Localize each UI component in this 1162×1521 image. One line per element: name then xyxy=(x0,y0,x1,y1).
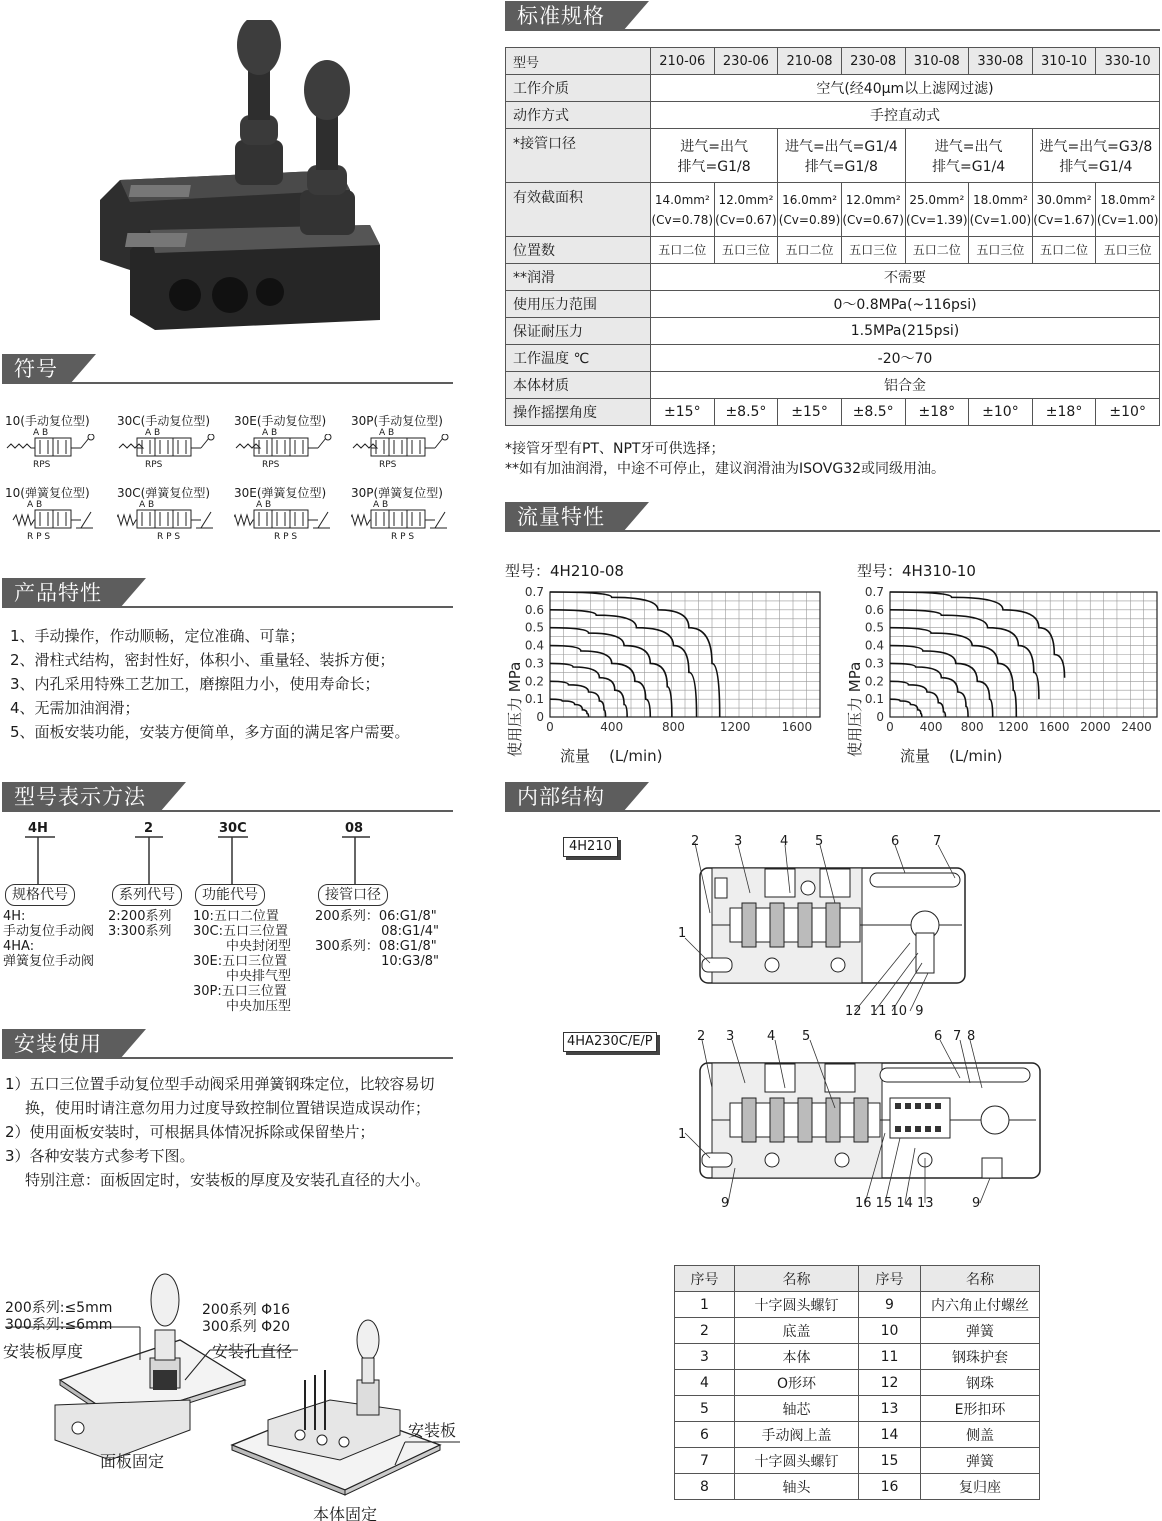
part-name: 底盖 xyxy=(735,1318,859,1344)
install-item: 2）使用面板安装时，可根据具体情况拆除或保留垫片； xyxy=(5,1123,375,1141)
part-name: 手动阀上盖 xyxy=(735,1422,859,1448)
port-label-rps: RPS xyxy=(379,460,397,470)
spec-row-temp xyxy=(506,345,1160,372)
port-label-ab: A B xyxy=(373,500,389,510)
spec-angle: ±18° xyxy=(1032,399,1096,426)
part-number: 8 xyxy=(675,1474,735,1500)
spec-angle: ±10° xyxy=(969,399,1033,426)
callout: 3 xyxy=(726,1029,735,1044)
section-flow-title: 流量特性 xyxy=(505,502,623,532)
valve-symbol-caption: 30E(手动复位型) xyxy=(234,414,327,428)
parts-header: 名称 xyxy=(921,1266,1040,1292)
area-value: 16.0mm² xyxy=(782,192,838,207)
install-list xyxy=(5,1072,450,1192)
spec-position: 五口二位 xyxy=(651,237,715,264)
section-symbol-title: 符号 xyxy=(2,354,70,384)
spec-area xyxy=(1096,183,1160,237)
port-label-ab: A B xyxy=(379,428,395,438)
port-label-ab: A B xyxy=(256,500,272,510)
x-tick-label: 1600 xyxy=(781,720,813,734)
spec-row-action xyxy=(506,102,1160,129)
x-tick-label: 400 xyxy=(919,720,943,734)
y-tick-label: 0.1 xyxy=(864,692,884,707)
cv-value: (Cv=0.67) xyxy=(842,212,904,227)
spec-position: 五口三位 xyxy=(714,237,778,264)
spec-row-area xyxy=(506,183,1160,237)
spec-value: 空气(经40μm以上滤网过滤) xyxy=(651,75,1160,102)
valve-symbol-caption: 30P(手动复位型) xyxy=(351,414,443,428)
spec-notes xyxy=(505,439,945,479)
y-tick-label: 0.2 xyxy=(864,674,884,689)
area-value: 12.0mm² xyxy=(718,192,774,207)
port-out: 排气=G1/8 xyxy=(677,158,751,175)
section-internal xyxy=(505,782,1160,812)
port-out: 排气=G1/4 xyxy=(1059,158,1133,175)
spec-area xyxy=(1032,183,1096,237)
y-axis-label: 使用压力 MPa xyxy=(506,661,524,757)
part-number: 2 xyxy=(675,1318,735,1344)
callout: 8 xyxy=(967,1029,976,1044)
callout: 4 xyxy=(780,834,789,849)
x-tick-label: 1600 xyxy=(1039,720,1070,734)
x-tick-label: 800 xyxy=(661,720,685,734)
code-port: 08 xyxy=(345,821,364,836)
feature-item: 3、内孔采用特殊工艺加工，磨擦阻力小，使用寿命长； xyxy=(10,675,380,693)
port-label-ab: A B xyxy=(139,500,155,510)
chart1-title: 型号：4H210-08 xyxy=(505,562,624,580)
part-number: 12 xyxy=(859,1370,921,1396)
section-features xyxy=(2,578,453,608)
flow-curve xyxy=(890,592,1065,678)
install-item: 3）各种安装方式参考下图。 xyxy=(5,1147,195,1165)
y-tick-label: 0.6 xyxy=(864,602,884,617)
feature-item: 5、面板安装功能，安装方便简单，多方面的满足客户需要。 xyxy=(10,723,410,741)
part-name: 十字圆头螺钉 xyxy=(735,1292,859,1318)
port-label-rps: R P S xyxy=(274,532,298,542)
part-number: 3 xyxy=(675,1344,735,1370)
x-tick-label: 2400 xyxy=(1121,720,1152,734)
parts-header: 序号 xyxy=(859,1266,921,1292)
spec-row-port xyxy=(506,129,1160,183)
box-port: 接管口径 xyxy=(318,884,388,906)
valve-symbol xyxy=(117,484,211,542)
x-tick-label: 1200 xyxy=(719,720,751,734)
features-list xyxy=(10,624,410,744)
model-code-col4: 200系列：06:G1/8" 08:G1/4" 300系列：08:G1/8" 10:G3/8" xyxy=(315,909,440,969)
thickness-label: 安装板厚度 xyxy=(3,1342,84,1361)
spec-model: 230-06 xyxy=(714,48,778,75)
spec-row-angle xyxy=(506,399,1160,426)
valve-symbol-caption: 30P(弹簧复位型) xyxy=(351,486,443,500)
port-in: 进气=出气 xyxy=(680,138,748,155)
y-tick-label: 0.4 xyxy=(524,638,544,653)
spec-note: **如有加油润滑，中途不可停止，建议润滑油为ISOVG32或同级用油。 xyxy=(505,461,946,477)
feature-item: 4、无需加油润滑； xyxy=(10,699,140,717)
valve-symbol-graphic xyxy=(351,506,456,534)
hole-200: 200系列 Φ16 xyxy=(202,1302,291,1318)
part-number: 4 xyxy=(675,1370,735,1396)
section-install-title: 安装使用 xyxy=(2,1029,120,1059)
y-tick-label: 0.3 xyxy=(864,656,884,671)
spec-area xyxy=(841,183,905,237)
section-model-code xyxy=(2,782,453,812)
code-spec: 4H xyxy=(28,821,48,836)
spec-port xyxy=(778,129,905,183)
parts-header: 序号 xyxy=(675,1266,735,1292)
area-value: 30.0mm² xyxy=(1036,192,1092,207)
product-photo xyxy=(90,20,390,340)
part-number: 7 xyxy=(675,1448,735,1474)
valve-symbol-graphic xyxy=(351,434,456,462)
valve-symbol xyxy=(5,412,90,470)
spec-value: -20～70 xyxy=(651,345,1160,372)
y-tick-label: 0.1 xyxy=(524,692,544,707)
spec-position: 五口二位 xyxy=(905,237,969,264)
port-label-ab: A B xyxy=(33,428,49,438)
parts-row xyxy=(675,1448,1040,1474)
valve-symbol-caption: 30C(弹簧复位型) xyxy=(117,486,211,500)
x-axis-label: 流量 (L/min) xyxy=(560,747,663,763)
parts-table xyxy=(674,1265,1040,1500)
spec-label: 保证耐压力 xyxy=(506,318,651,345)
box-function: 功能代号 xyxy=(195,884,265,906)
port-label-rps: R P S xyxy=(27,532,51,542)
hole-label: 安装孔直径 xyxy=(212,1342,293,1361)
part-number: 15 xyxy=(859,1448,921,1474)
section-symbol xyxy=(2,354,453,384)
spec-position: 五口三位 xyxy=(1096,237,1160,264)
spec-row-medium xyxy=(506,75,1160,102)
callout: 6 xyxy=(891,834,900,849)
port-label-rps: R P S xyxy=(391,532,415,542)
spec-label: 有效截面积 xyxy=(506,183,651,237)
spec-row-material xyxy=(506,372,1160,399)
section-internal-title: 内部结构 xyxy=(505,782,623,812)
part-number: 16 xyxy=(859,1474,921,1500)
spec-label: 动作方式 xyxy=(506,102,651,129)
x-tick-label: 2000 xyxy=(1080,720,1111,734)
cv-value: (Cv=1.00) xyxy=(969,212,1032,227)
valve-symbol-graphic xyxy=(5,506,110,534)
valve-symbol xyxy=(117,412,211,470)
y-axis-label: 使用压力 MPa xyxy=(846,661,864,757)
spec-angle: ±15° xyxy=(651,399,715,426)
parts-row xyxy=(675,1396,1040,1422)
callout: 3 xyxy=(734,834,743,849)
part-name: E形扣环 xyxy=(921,1396,1040,1422)
spec-label: *接管口径 xyxy=(506,129,651,183)
section-model-code-title: 型号表示方法 xyxy=(2,782,160,812)
callout: 1 xyxy=(678,1127,687,1142)
install-item: 特别注意：面板固定时，安装板的厚度及安装孔直径的大小。 xyxy=(25,1171,431,1189)
part-name: 十字圆头螺钉 xyxy=(735,1448,859,1474)
body-fix-caption: 本体固定 xyxy=(313,1505,378,1521)
spec-label: 本体材质 xyxy=(506,372,651,399)
parts-row xyxy=(675,1292,1040,1318)
spec-value: 0～0.8MPa(~116psi) xyxy=(651,291,1160,318)
section-drawing-2 xyxy=(670,1028,1050,1213)
part-name: 弹簧 xyxy=(921,1318,1040,1344)
y-tick-label: 0.5 xyxy=(864,620,884,635)
spec-value: 1.5MPa(215psi) xyxy=(651,318,1160,345)
callout-group: 16 15 14 13 xyxy=(855,1196,934,1211)
callout: 7 xyxy=(933,834,942,849)
spec-model: 310-10 xyxy=(1032,48,1096,75)
port-in: 进气=出气 xyxy=(934,138,1003,155)
cv-value: (Cv=0.89) xyxy=(778,212,841,227)
parts-header: 名称 xyxy=(735,1266,859,1292)
plate-label: 安装板 xyxy=(408,1421,457,1440)
part-name: 内六角止付螺丝 xyxy=(921,1292,1040,1318)
spec-model: 330-08 xyxy=(969,48,1033,75)
x-tick-label: 400 xyxy=(600,720,624,734)
model-code-col1: 4H: 手动复位手动阀 4HA: 弹簧复位手动阀 xyxy=(3,909,95,969)
spec-label: 工作介质 xyxy=(506,75,651,102)
port-label-ab: A B xyxy=(262,428,278,438)
part-name: 本体 xyxy=(735,1344,859,1370)
part-name: 复归座 xyxy=(921,1474,1040,1500)
part-name: O形环 xyxy=(735,1370,859,1396)
x-tick-label: 0 xyxy=(886,720,894,734)
part-number: 11 xyxy=(859,1344,921,1370)
spec-position: 五口二位 xyxy=(1032,237,1096,264)
cv-value: (Cv=1.00) xyxy=(1096,212,1159,227)
spec-model: 230-08 xyxy=(841,48,905,75)
spec-area xyxy=(905,183,969,237)
cv-value: (Cv=1.39) xyxy=(906,212,968,227)
spec-angle: ±10° xyxy=(1096,399,1160,426)
y-tick-label: 0 xyxy=(876,710,884,724)
part-name: 钢珠 xyxy=(921,1370,1040,1396)
callout-group: 12 11 10 9 xyxy=(845,1004,924,1019)
area-value: 14.0mm² xyxy=(654,192,710,207)
y-tick-label: 0.4 xyxy=(864,638,884,653)
callout: 7 xyxy=(953,1029,962,1044)
spec-label: 操作摇摆角度 xyxy=(506,399,651,426)
spec-area xyxy=(714,183,778,237)
chart2-title: 型号：4H310-10 xyxy=(857,562,976,580)
cv-value: (Cv=1.67) xyxy=(1033,212,1095,227)
spec-model: 210-06 xyxy=(651,48,715,75)
valve-symbol xyxy=(234,412,327,470)
section-spec-title: 标准规格 xyxy=(505,1,623,31)
callout: 9 xyxy=(972,1196,981,1211)
thickness-300: 300系列:≤6mm xyxy=(5,1317,113,1333)
part-number: 14 xyxy=(859,1422,921,1448)
part-number: 1 xyxy=(675,1292,735,1318)
spec-model: 330-10 xyxy=(1096,48,1160,75)
spec-angle: ±15° xyxy=(778,399,842,426)
port-out: 排气=G1/8 xyxy=(804,158,878,175)
model-tag-4ha230: 4HA230C/E/P xyxy=(563,1032,657,1052)
valve-symbol-caption: 10(弹簧复位型) xyxy=(5,486,90,500)
spec-label: **润滑 xyxy=(506,264,651,291)
part-name: 钢珠护套 xyxy=(921,1344,1040,1370)
box-spec: 规格代号 xyxy=(5,884,75,906)
spec-position: 五口三位 xyxy=(841,237,905,264)
valve-symbol-graphic xyxy=(117,506,222,534)
panel-fix-caption: 面板固定 xyxy=(100,1452,165,1471)
callout: 5 xyxy=(802,1029,811,1044)
spec-angle: ±18° xyxy=(905,399,969,426)
valve-symbol xyxy=(351,412,443,470)
spec-port xyxy=(651,129,778,183)
area-value: 18.0mm² xyxy=(972,192,1028,207)
port-label-ab: A B xyxy=(27,500,43,510)
part-name: 弹簧 xyxy=(921,1448,1040,1474)
hole-300: 300系列 Φ20 xyxy=(202,1319,291,1335)
part-number: 6 xyxy=(675,1422,735,1448)
code-series: 2 xyxy=(144,821,154,836)
model-code-col3: 10:五口二位置 30C:五口三位置 中央封闭型 30E:五口三位置 中央排气型 30P:五口三位置 中央加压型 xyxy=(193,909,292,1014)
spec-position: 五口二位 xyxy=(778,237,842,264)
y-tick-label: 0.7 xyxy=(524,585,544,599)
section-spec xyxy=(505,1,1160,31)
parts-row xyxy=(675,1370,1040,1396)
spec-angle: ±8.5° xyxy=(714,399,778,426)
spec-value: 不需要 xyxy=(651,264,1160,291)
part-number: 10 xyxy=(859,1318,921,1344)
valve-symbol-caption: 30E(弹簧复位型) xyxy=(234,486,327,500)
box-series: 系列代号 xyxy=(112,884,182,906)
port-out: 排气=G1/4 xyxy=(932,158,1006,175)
flow-chart-4h310 xyxy=(840,578,1162,763)
valve-symbol xyxy=(351,484,443,542)
spec-row-positions xyxy=(506,237,1160,264)
parts-row xyxy=(675,1474,1040,1500)
valve-symbol-graphic xyxy=(5,434,110,462)
port-label-rps: RPS xyxy=(145,460,163,470)
callout: 9 xyxy=(721,1196,730,1211)
x-axis-label: 流量 (L/min) xyxy=(900,747,1003,763)
part-name: 轴头 xyxy=(735,1474,859,1500)
part-name: 轴芯 xyxy=(735,1396,859,1422)
feature-item: 2、滑柱式结构，密封性好，体积小、重量轻、装拆方便； xyxy=(10,651,395,669)
valve-symbol-graphic xyxy=(234,506,339,534)
spec-row-pressure xyxy=(506,291,1160,318)
spec-area xyxy=(778,183,842,237)
spec-label: 使用压力范围 xyxy=(506,291,651,318)
y-tick-label: 0.3 xyxy=(524,656,544,671)
model-code-col2: 2:200系列 3:300系列 xyxy=(108,909,172,939)
parts-header-row xyxy=(675,1266,1040,1292)
port-in: 进气=出气=G1/4 xyxy=(784,138,898,155)
area-value: 12.0mm² xyxy=(845,192,901,207)
callout: 2 xyxy=(691,834,700,849)
spec-position: 五口三位 xyxy=(969,237,1033,264)
valve-symbol-caption: 30C(手动复位型) xyxy=(117,414,211,428)
spec-port xyxy=(905,129,1032,183)
x-tick-label: 800 xyxy=(960,720,984,734)
section-flow xyxy=(505,502,1160,532)
cv-value: (Cv=0.67) xyxy=(715,212,777,227)
code-function: 30C xyxy=(219,821,247,836)
model-tag-4h210: 4H210 xyxy=(563,837,618,857)
port-label-rps: R P S xyxy=(157,532,181,542)
install-item: 1）五口三位置手动复位型手动阀采用弹簧钢珠定位，比较容易切换，使用时请注意勿用力过度导致控制位置错误造成误动作； xyxy=(5,1075,435,1117)
port-label-rps: RPS xyxy=(262,460,280,470)
area-value: 25.0mm² xyxy=(909,192,965,207)
valve-symbol-graphic xyxy=(117,434,222,462)
valve-symbol-caption: 10(手动复位型) xyxy=(5,414,90,428)
valve-symbol-graphic xyxy=(234,434,339,462)
callout: 1 xyxy=(678,926,687,941)
spec-table xyxy=(505,47,1160,426)
callout: 4 xyxy=(767,1029,776,1044)
port-label-ab: A B xyxy=(145,428,161,438)
valve-symbol xyxy=(234,484,327,542)
port-label-rps: RPS xyxy=(33,460,51,470)
callout: 6 xyxy=(934,1029,943,1044)
spec-angle: ±8.5° xyxy=(841,399,905,426)
x-tick-label: 0 xyxy=(546,720,554,734)
spec-value: 铝合金 xyxy=(651,372,1160,399)
feature-item: 1、手动操作，作动顺畅，定位准确、可靠； xyxy=(10,627,305,645)
section-install xyxy=(2,1029,453,1059)
part-number: 5 xyxy=(675,1396,735,1422)
spec-note: *接管牙型有PT、NPT牙可供选择； xyxy=(505,441,725,457)
cv-value: (Cv=0.78) xyxy=(651,212,714,227)
spec-port xyxy=(1032,129,1159,183)
parts-row xyxy=(675,1344,1040,1370)
thickness-200: 200系列:≤5mm xyxy=(5,1300,113,1316)
y-tick-label: 0.5 xyxy=(524,620,544,635)
spec-model: 310-08 xyxy=(905,48,969,75)
callout: 5 xyxy=(815,834,824,849)
y-tick-label: 0.7 xyxy=(864,585,884,599)
spec-label: 型号 xyxy=(506,48,651,75)
part-number: 13 xyxy=(859,1396,921,1422)
spec-row-model xyxy=(506,48,1160,75)
part-name: 侧盖 xyxy=(921,1422,1040,1448)
spec-label: 位置数 xyxy=(506,237,651,264)
y-tick-label: 0.6 xyxy=(524,602,544,617)
spec-label: 工作温度 ℃ xyxy=(506,345,651,372)
flow-chart-4h210 xyxy=(500,578,825,763)
part-number: 9 xyxy=(859,1292,921,1318)
x-tick-label: 1200 xyxy=(997,720,1029,734)
port-in: 进气=出气=G3/8 xyxy=(1039,138,1153,155)
callout: 2 xyxy=(697,1029,706,1044)
parts-row xyxy=(675,1318,1040,1344)
parts-row xyxy=(675,1422,1040,1448)
valve-symbol xyxy=(5,484,90,542)
y-tick-label: 0 xyxy=(536,710,544,724)
section-drawing-1 xyxy=(670,833,970,1018)
section-features-title: 产品特性 xyxy=(2,578,120,608)
spec-value: 手控直动式 xyxy=(651,102,1160,129)
spec-row-proof xyxy=(506,318,1160,345)
spec-row-lube xyxy=(506,264,1160,291)
area-value: 18.0mm² xyxy=(1100,192,1156,207)
spec-model: 210-08 xyxy=(778,48,842,75)
spec-area xyxy=(651,183,715,237)
y-tick-label: 0.2 xyxy=(524,674,544,689)
spec-area xyxy=(969,183,1033,237)
